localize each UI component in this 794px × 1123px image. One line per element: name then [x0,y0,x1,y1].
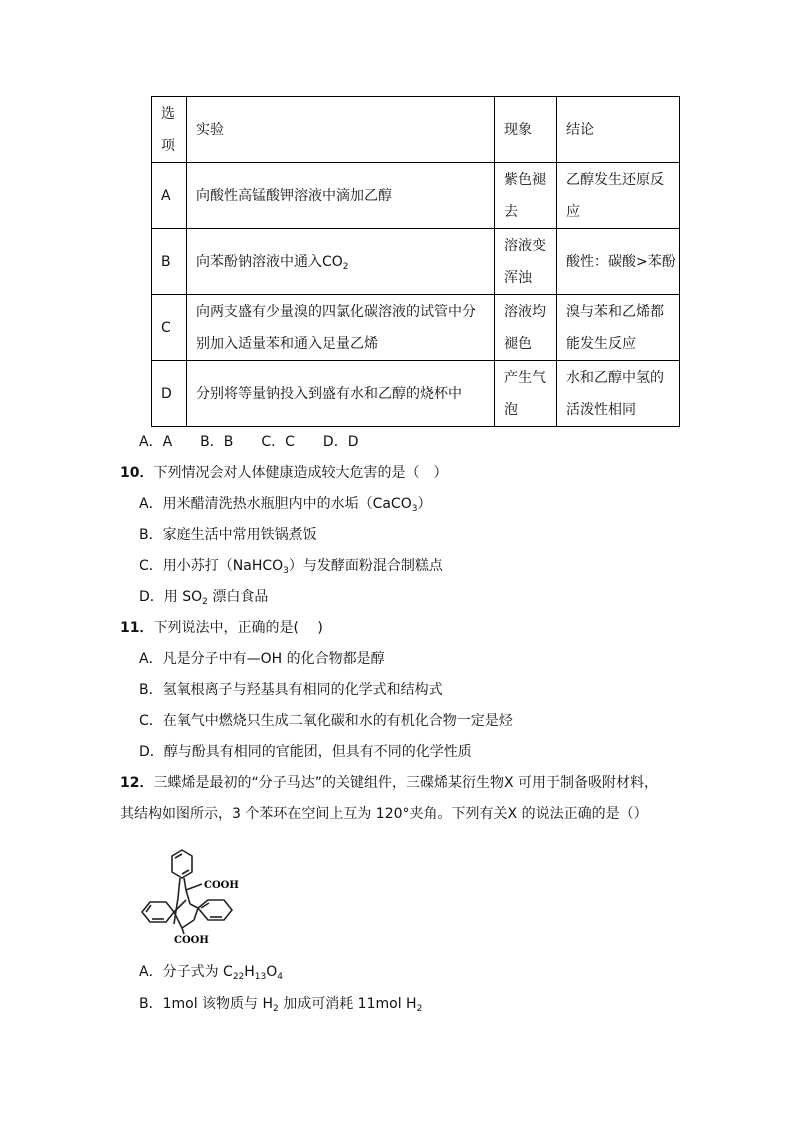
option-text: O [266,964,278,980]
table-header-row [152,97,680,163]
table-row [152,295,680,361]
row-experiment: 向两支盛有少量溴的四氯化碳溶液的试管中分别加入适量苯和通入足量乙烯 [187,295,495,361]
row-conclusion: 溴与苯和乙烯都能发生反应 [557,295,680,361]
double-bond [182,870,189,874]
q12-stem-line2: 其结构如图所示，3 个苯环在空间上互为 120°夹角。下列有关X 的说法正确的是（） [120,806,648,822]
double-bond [175,854,182,858]
row-conclusion: 乙醇发生还原反应 [557,163,680,229]
bond [174,900,186,912]
bond [186,890,190,904]
subscript: 13 [254,972,267,982]
q10-stem [120,463,447,483]
subscript: 2 [342,261,349,272]
cooh-label-top: COOH [204,880,239,891]
row-phenomenon: 紫色褪去 [495,163,557,229]
bond [190,904,198,908]
q11-stem [120,618,323,638]
row-phenomenon: 溶液均褪色 [495,295,557,361]
option-text: A．用米醋清洗热水瓶胆内中的水垢（CaCO [139,496,412,512]
q12-option-a [139,962,283,982]
header-experiment: 实验 [187,97,495,163]
subscript: 2 [416,1004,423,1014]
bond [182,928,184,934]
cooh-label-bottom: COOH [174,935,209,946]
option-text: H [244,964,255,980]
option-text: B．1mol 该物质与 H [139,996,274,1012]
row-option: C [152,295,187,361]
row-phenomenon: 产生气泡 [495,361,557,427]
q11-option-a: A．凡是分子中有—OH 的化合物都是醇 [139,651,385,667]
option-text: C．用小苏打（NaHCO [139,558,284,574]
subscript: 2 [202,597,208,607]
row-option: B [152,229,187,295]
bond [182,920,194,928]
question-text: 三蝶烯是最初的“分子马达”的关键组件，三碟烯某衍生物X 可用于制备吸附材料， [153,775,659,791]
row-option: A [152,163,187,229]
q10-option-c [139,556,443,576]
row-conclusion: 酸性：碳酸>苯酚 [557,229,680,295]
subscript: 3 [411,504,418,514]
header-conclusion: 结论 [557,97,680,163]
row-experiment [187,229,495,295]
question-number: 12． [120,775,154,791]
q12-option-b [139,994,422,1014]
bond [184,878,186,890]
experiment-text: 向苯酚钠溶液中通入CO [196,253,343,270]
question-number: 11． [120,620,154,636]
question-text: 下列说法中，正确的是( ) [153,620,323,636]
header-option: 选项 [152,97,187,163]
q10-option-b: B．家庭生活中常用铁锅煮饭 [139,527,317,543]
row-conclusion: 水和乙醇中氢的活泼性相同 [557,361,680,427]
option-text: D．用 SO [139,589,203,605]
subscript: 4 [277,972,284,982]
option-text-end: ） [417,496,432,512]
question-number: 10． [120,465,154,481]
subscript: 22 [232,972,245,982]
q11-option-d: D．醇与酚具有相同的官能团，但具有不同的化学性质 [139,744,472,760]
q10-option-d [139,587,268,607]
table-row [152,229,680,295]
header-phenomenon: 现象 [495,97,557,163]
q11-option-b: B．氢氧根离子与羟基具有相同的化学式和结构式 [139,682,443,698]
subscript: 3 [283,566,289,576]
q12-stem-line1 [120,773,658,793]
option-text: 加成可消耗 11mol H [278,996,417,1012]
option-text-end: ）与发酵面粉混合制糕点 [288,558,443,574]
q11-option-c: C．在氧气中燃烧只生成二氧化碳和水的有机化合物一定是烃 [139,713,513,729]
option-text-end: 漂白食品 [207,589,269,605]
bond [186,884,202,890]
q10-option-a [139,494,431,514]
row-option: D [152,361,187,427]
option-text: A．分子式为 C [139,964,233,980]
bond [194,908,198,920]
triptycene-structure [134,842,252,946]
q9-answer-options: A．A B．B C．C D．D [139,434,359,450]
row-experiment: 向酸性高锰酸钾溶液中滴加乙醇 [187,163,495,229]
bond [178,878,180,898]
row-phenomenon: 溶液变浑浊 [495,229,557,295]
experiment-table [151,96,680,427]
question-text: 下列情况会对人体健康造成较大危害的是（ ） [153,465,448,481]
subscript: 2 [273,1004,279,1014]
table-row [152,361,680,427]
table-row [152,163,680,229]
row-experiment: 分别将等量钠投入到盛有水和乙醇的烧杯中 [187,361,495,427]
